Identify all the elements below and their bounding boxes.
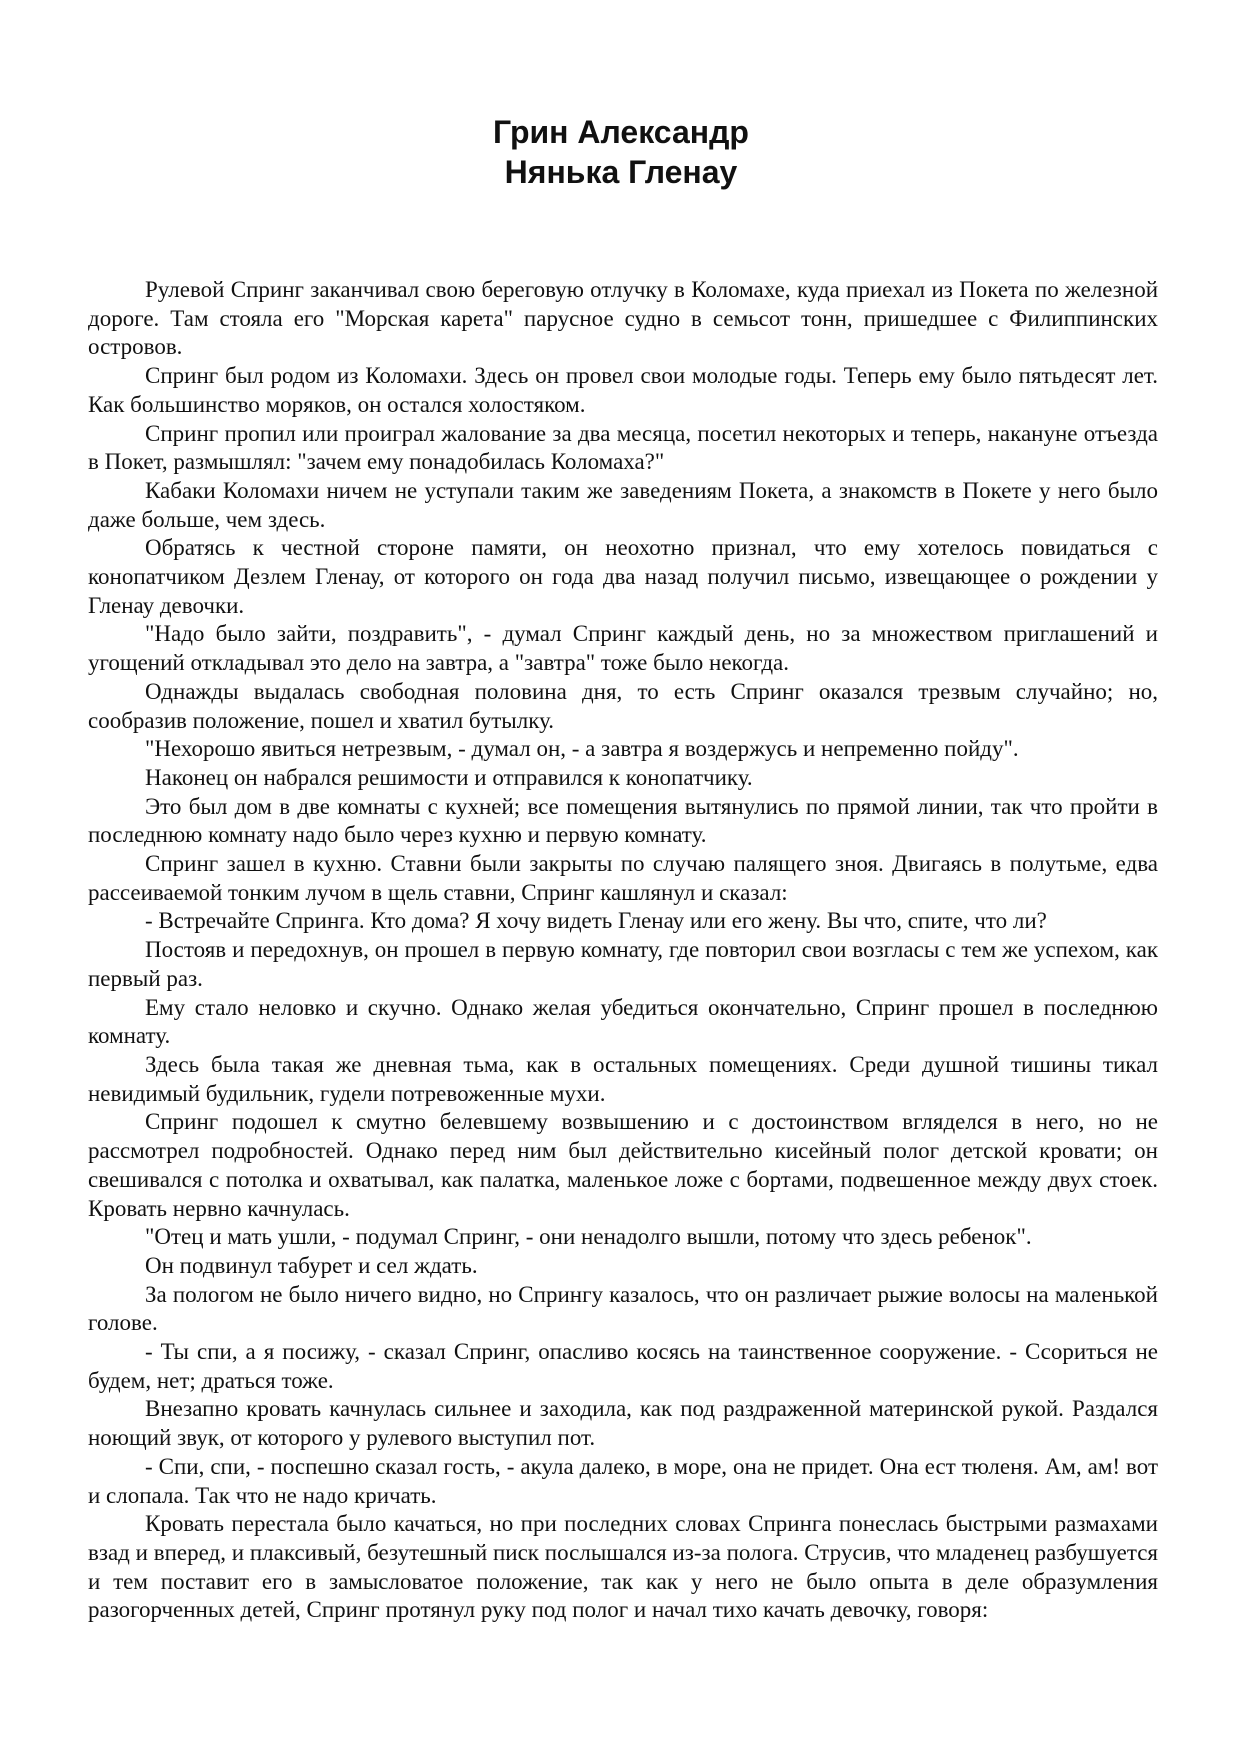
paragraph: - Спи, спи, - поспешно сказал гость, - акула далеко, в море, она не придет. Она ест тюленя. Ам, ам! вот и слопала. Так что не надо кричать. [88,1453,1158,1508]
paragraph: - Встречайте Спринга. Кто дома? Я хочу видеть Гленау или его жену. Вы что, спите, что ли? [145,908,1047,934]
paragraph: Внезапно кровать качнулась сильнее и заходила, как под раздраженной материнской рукой. Раздался ноющий звук, от которого у рулевого выступил пот. [88,1396,1158,1451]
story-body [88,276,1158,1625]
paragraph: Однажды выдалась свободная половина дня, то есть Спринг оказался трезвым случайно; но, сообразив положение, пошел и хватил бутылку. [88,678,1158,733]
paragraph: Постояв и передохнув, он прошел в первую комнату, где повторил свои возгласы с тем же успехом, как первый раз. [88,937,1158,991]
paragraph: Он подвинул табурет и сел ждать. [145,1252,478,1278]
document-title-block [0,112,1242,192]
paragraph: Ему стало неловко и скучно. Однако желая убедиться окончательно, Спринг прошел в последнюю комнату. [88,994,1158,1049]
paragraph: Спринг был родом из Коломахи. Здесь он провел свои молодые годы. Теперь ему было пятьдесят лет. Как большинство моряков, он остался холостяком. [88,363,1158,417]
paragraph: - Ты спи, а я посижу, - сказал Спринг, опасливо косясь на таинственное сооружение. - Ссориться не будем, нет; драться тоже. [88,1339,1158,1393]
paragraph: Это был дом в две комнаты с кухней; все помещения вытянулись по прямой линии, так что пройти в последнюю комнату надо было через кухню и первую комнату. [88,793,1158,848]
paragraph: "Нехорошо явиться нетрезвым, - думал он, - а завтра я воздержусь и непременно пойду". [145,736,1019,762]
paragraph: Обратясь к честной стороне памяти, он неохотно признал, что ему хотелось повидаться с конопатчиком Дезлем Гленау, от которого он года два назад получил письмо, извещающее о рождении у Гленау девочки. [88,535,1158,618]
paragraph: Кровать перестала было качаться, но при последних словах Спринга понеслась быстрыми размахами взад и вперед, и плаксивый, безутешный писк послышался из-за полога. Струсив, что младенец разбушуется и тем поставит его в замысловатое положение, так как у него не было опыта в деле образумления разогорченных детей, Спринг протянул руку под полог и начал тихо качать девочку, говоря: [88,1511,1158,1623]
author-heading: Грин Александр [493,114,749,150]
paragraph: Наконец он набрался решимости и отправился к конопатчику. [145,764,753,790]
paragraph: Спринг пропил или проиграл жалование за два месяца, посетил некоторых и теперь, накануне отъезда в Покет, размышлял: "зачем ему понадобилась Коломаха?" [88,420,1158,475]
paragraph: Здесь была такая же дневная тьма, как в остальных помещениях. Среди душной тишины тикал невидимый будильник, гудели потревоженные мухи. [88,1051,1158,1106]
paragraph: Кабаки Коломахи ничем не уступали таким же заведениям Покета, а знакомств в Покете у него было даже больше, чем здесь. [88,477,1158,532]
paragraph: Спринг подошел к смутно белевшему возвышению и с достоинством вгляделся в него, но не рассмотрел подробностей. Однако перед ним был действительно кисейный полог детской кровати; он свешивался с потолка и охватывал, как палатка, маленькое ложе с бортами, подвешенное между двух стоек. Кровать нервно качнулась. [88,1109,1158,1221]
paragraph: "Надо было зайти, поздравить", - думал Спринг каждый день, но за множеством приглашений и угощений откладывал это дело на завтра, а "завтра" тоже было некогда. [88,621,1158,676]
paragraph: Спринг зашел в кухню. Ставни были закрыты по случаю палящего зноя. Двигаясь в полутьме, едва рассеиваемой тонким лучом в щель ставни, Спринг кашлянул и сказал: [88,851,1158,905]
story-title-heading: Нянька Гленау [504,154,738,190]
paragraph: "Отец и мать ушли, - подумал Спринг, - они ненадолго вышли, потому что здесь ребенок". [145,1224,1032,1250]
paragraph: Рулевой Спринг заканчивал свою береговую отлучку в Коломахе, куда приехал из Покета по железной дороге. Там стояла его "Морская карета" парусное судно в семьсот тонн, пришедшее с Филиппинских островов. [88,277,1158,360]
paragraph: За пологом не было ничего видно, но Спрингу казалось, что он различает рыжие волосы на маленькой голове. [88,1281,1158,1336]
